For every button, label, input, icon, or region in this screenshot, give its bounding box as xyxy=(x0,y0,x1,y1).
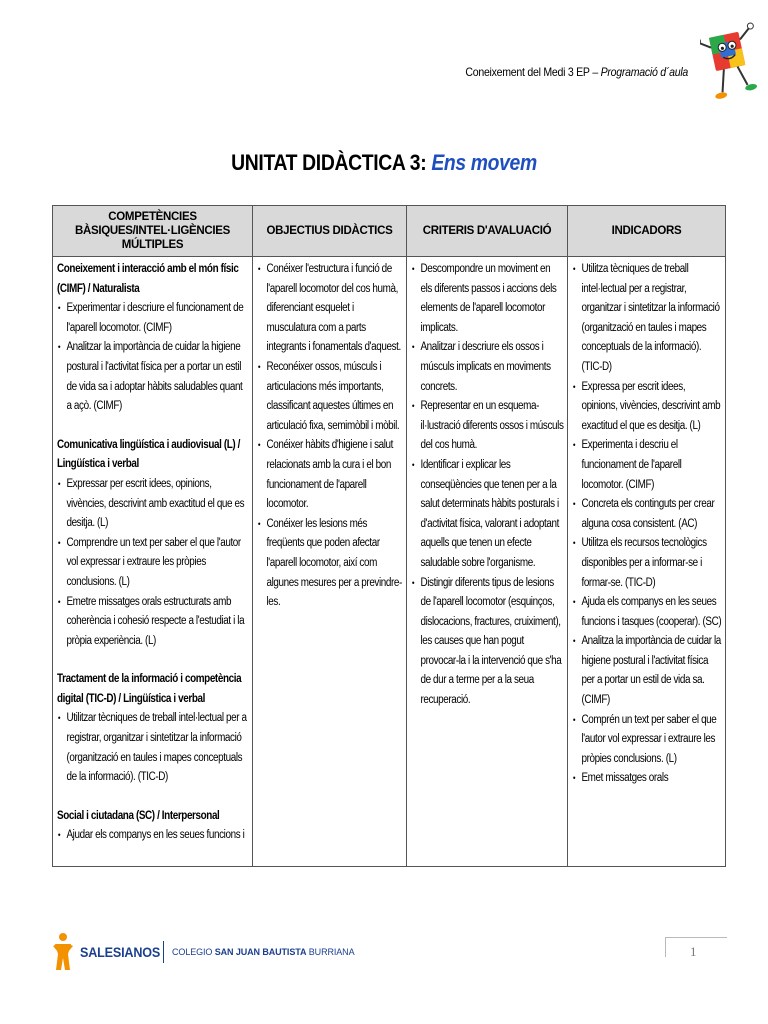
competency-heading: Comunicativa lingüística i audiovisual (L) / Lingüística i verbal xyxy=(57,438,241,471)
criteria-cell xyxy=(407,257,568,867)
footer-logo xyxy=(52,932,354,972)
page-header xyxy=(465,65,688,79)
college-prefix: COLEGIO xyxy=(172,947,215,957)
list-item: • Expressar per escrit idees, opinions, vivències, descrivint amb exactitud el que es desitja. (L) xyxy=(57,475,249,534)
page-number: 1 xyxy=(690,944,697,959)
mascot-character-icon xyxy=(700,20,760,108)
list-item: • Analitza la importància de cuidar la higiene postural i l'activitat física per a portar un estil de vida sa. (CIMF) xyxy=(572,632,722,710)
didactic-unit-table xyxy=(52,205,726,867)
footer-brand: SALESIANOS xyxy=(80,944,161,960)
header-separator: – xyxy=(589,65,601,79)
footer-college xyxy=(172,947,354,957)
header-criteria: CRITERIS D'AVALUACIÓ xyxy=(407,206,568,257)
list-item: • Reconéixer ossos, músculs i articulacions més importants, classificant aquestes últimes en articulació fixa, semimòbil i mòbil. xyxy=(257,358,403,436)
college-city: BURRIANA xyxy=(306,947,355,957)
page-title xyxy=(46,150,722,176)
list-item: • Identificar i explicar les conseqüències que tenen per a la salut determinats hàbits posturals i d'activitat física, valorant i adoptant aquells que tenen un efecte saludable sobre l'organisme. xyxy=(411,456,564,574)
table-row xyxy=(53,257,726,867)
salesianos-figure-icon xyxy=(52,932,74,972)
header-indicators: INDICADORS xyxy=(568,206,726,257)
table-header-row xyxy=(53,206,726,257)
competency-heading: Tractament de la informació i competència digital (TIC-D) / Lingüística i verbal xyxy=(57,673,242,705)
college-name: SAN JUAN BAUTISTA xyxy=(214,947,307,957)
list-item: • Comprendre un text per saber el que l'autor vol expressar i extraure les pròpies conclusions. (L) xyxy=(57,534,249,593)
footer-divider xyxy=(665,937,727,938)
indicators-cell xyxy=(568,257,726,867)
list-item: • Experimentar i descriure el funcionament de l'aparell locomotor. (CIMF) xyxy=(57,299,249,338)
competency-heading: Coneixement i interacció amb el món físic (CIMF) / Naturalista xyxy=(57,263,239,295)
list-item: • Comprén un text per saber el que l'autor vol expressar i extraure les pròpies conclusions. (L) xyxy=(572,711,722,770)
header-subject: Coneixement del Medi 3 EP xyxy=(465,65,590,79)
list-item: • Ajuda els companys en les seues funcions i tasques (cooperar). (SC) xyxy=(572,593,722,632)
list-item: • Ajudar els companys en les seues funcions i xyxy=(57,826,249,846)
list-item: • Analitzar la importància de cuidar la higiene postural i l'activitat física per a portar un estil de vida sa i adoptar hàbits saludables quant a açò. (CIMF) xyxy=(57,338,249,416)
list-item: • Analitzar i descriure els ossos i músculs implicats en moviments concrets. xyxy=(411,338,564,397)
list-item: • Descompondre un moviment en els diferents passos i accions dels elements de l'aparell locomotor implicats. xyxy=(411,260,564,338)
competencies-cell xyxy=(53,257,253,867)
list-item: • Experimenta i descriu el funcionament de l'aparell locomotor. (CIMF) xyxy=(572,436,722,495)
list-item: • Emetre missatges orals estructurats amb coherència i cohesió respecte a l'estudiat i la pròpia experiència. (L) xyxy=(57,593,249,652)
footer-logo-divider xyxy=(163,941,164,963)
list-item: • Utilitza tècniques de treball intel·lectual per a registrar, organitzar i sintetitzar la informació (organització en taules i mapes conceptuals de la informació). (TIC-D) xyxy=(572,260,722,378)
list-item: • Expressa per escrit idees, opinions, vivències, descrivint amb exactitud el que es desitja. (L) xyxy=(572,378,722,437)
list-item: • Concreta els continguts per crear alguna cosa consistent. (AC) xyxy=(572,495,722,534)
list-item: • Conéixer hàbits d'higiene i salut relacionats amb la cura i el bon funcionament de l'aparell locomotor. xyxy=(257,436,403,514)
header-objectives: OBJECTIUS DIDÀCTICS xyxy=(253,206,407,257)
title-main: UNITAT DIDÀCTICA 3: xyxy=(231,150,432,175)
footer-divider-vertical xyxy=(665,937,666,957)
list-item: • Utilitza els recursos tecnològics disponibles per a informar-se i formar-se. (TIC-D) xyxy=(572,534,722,593)
list-item: • Representar en un esquema-il·lustració diferents ossos i músculs del cos humà. xyxy=(411,397,564,456)
list-item: • Distingir diferents tipus de lesions de l'aparell locomotor (esquinços, dislocacions, fractures, cruiximent), les causes que han pogut provocar-la i la intervenció que s'ha de dur a terme per a la seua recuperació. xyxy=(411,574,564,711)
title-sub: Ens movem xyxy=(431,150,537,175)
list-item: • Conéixer les lesions més freqüents que poden afectar l'aparell locomotor, així com algunes mesures per a previndre-les. xyxy=(257,515,403,613)
header-doc-type: Programació d´aula xyxy=(600,65,688,79)
header-competencies: COMPETÈNCIES BÀSIQUES/INTEL·LIGÈNCIES MÚLTIPLES xyxy=(53,206,253,257)
list-item: • Utilitzar tècniques de treball intel·lectual per a registrar, organitzar i sintetitzar la informació (organització en taules i mapes conceptuals de la informació). (TIC-D) xyxy=(57,709,249,787)
competency-heading: Social i ciutadana (SC) / Interpersonal xyxy=(57,809,220,822)
list-item: • Emet missatges orals xyxy=(572,769,722,789)
list-item: • Conéixer l'estructura i funció de l'aparell locomotor del cos humà, diferenciant esquelet i musculatura com a parts integrants i fonamentals d'aquest. xyxy=(257,260,403,358)
objectives-cell xyxy=(253,257,407,867)
